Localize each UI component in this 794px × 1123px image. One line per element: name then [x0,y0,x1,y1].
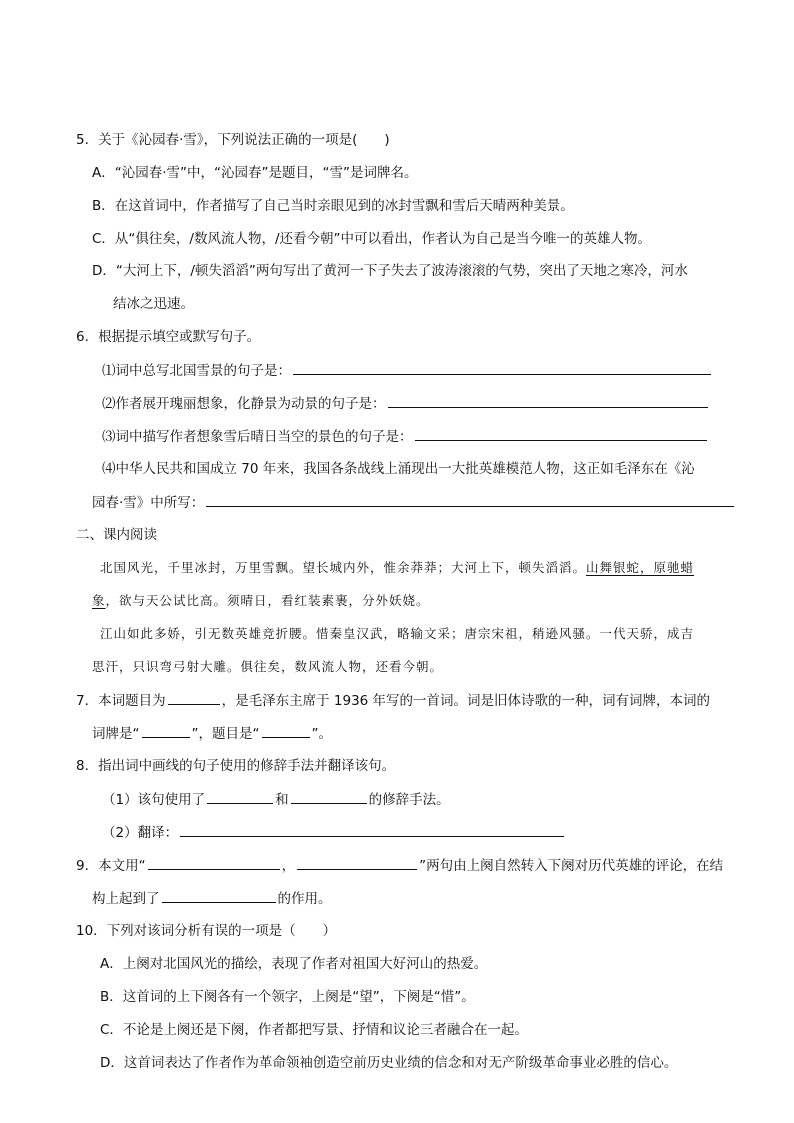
q5-option-d-line2: 结冰之迅速。 [113,296,194,312]
q7-text1: 7．本词题目为 [76,693,166,709]
q8-sub2 [102,823,566,842]
q7-text2: ，是毛泽东主席于 1936 年写的一首词。词是旧体诗歌的一种，词有词牌，本词的 [221,693,711,709]
poem-line1 [100,559,694,577]
q10-option-c: C．不论是上阕还是下阕，作者都把写景、抒情和议论三者融合在一起。 [100,1022,528,1038]
q6-stem: 6．根据提示填空或默写句子。 [76,329,261,345]
q10-stem: 10．下列对该词分析有误的一项是（ ） [76,923,337,939]
q9-blank2[interactable] [297,856,417,870]
q6-sub1 [102,361,713,380]
q9-text1: 9．本文用“ [76,858,146,874]
q6-sub4-line2 [92,493,736,512]
q6-sub4-line1: ⑷中华人民共和国成立 70 年来，我国各条战线上涌现出一大批英雄模范人物，这正如毛泽东在《沁 [102,461,695,477]
q8-sub1-text3: 的修辞手法。 [368,792,450,808]
q6-sub2-blank[interactable] [388,394,708,408]
poem-underlined-sentence: 山舞银蛇，原驰蜡 [586,560,695,575]
q7-text3: 词牌是“ [92,726,140,742]
q7-blank-title[interactable] [168,691,220,705]
q8-sub1-text2: 和 [275,792,289,808]
q9-text4: 构上起到了 [92,891,160,907]
q6-sub2 [102,394,710,413]
q5-option-c: C．从“俱往矣，/数风流人物，/还看今朝”中可以看出，作者认为自己是当今唯一的英雄人物。 [92,231,652,247]
q8-sub2-label: （2）翻译： [102,825,179,841]
q6-sub4-label: 园春·雪》中所写： [92,495,205,511]
q8-sub1 [102,790,450,809]
q9-line1 [76,856,723,875]
q10-option-a: A．上阕对北国风光的描绘，表现了作者对祖国大好河山的热爱。 [100,956,488,972]
poem-line4: 思汗，只识弯弓射大雕。俱往矣，数风流人物，还看今朝。 [92,659,444,674]
poem-underlined-end: 象 [92,593,106,608]
q8-sub1-text1: （1）该句使用了 [102,792,206,808]
q9-blank1[interactable] [148,856,280,870]
poem-line2 [92,592,430,610]
q7-blank-cipai[interactable] [142,724,190,738]
q5-stem: 5．关于《沁园春·雪》，下列说法正确的一项是( ) [76,132,390,148]
section-heading: 二、课内阅读 [76,527,157,543]
q6-sub1-blank[interactable] [293,361,711,375]
q8-blank2[interactable] [291,790,367,804]
poem-line1-text: 北国风光，千里冰封，万里雪飘。望长城内外，惟余莽莽；大河上下，顿失滔滔。 [100,560,587,575]
q8-blank1[interactable] [207,790,273,804]
q6-sub4-blank[interactable] [206,493,734,507]
q5-option-b: B．在这首词中，作者描写了自己当时亲眼见到的冰封雪飘和雪后天晴两种美景。 [92,198,574,214]
q8-blank-translation[interactable] [180,823,564,837]
q7-text4: ”，题目是“ [191,726,260,742]
q7-line1 [76,691,710,710]
q10-option-d: D．这首词表达了作者作为革命领袖创造空前历史业绩的信念和对无产阶级革命事业必胜的信心。 [100,1055,678,1071]
q5-option-d-line1: D．“大河上下，/顿失滔滔”两句写出了黄河一下子失去了波涛滚滚的气势，突出了天地之寒冷，河水 [92,263,688,279]
q7-line2 [92,724,332,743]
q5-option-a: A．“沁园春·雪”中，“沁园春”是题目，“雪”是词牌名。 [92,165,418,181]
q9-line2 [92,889,332,908]
q6-sub3-blank[interactable] [415,427,707,441]
q8-stem: 8．指出词中画线的句子使用的修辞手法并翻译该句。 [76,758,396,774]
poem-line2-text: ，欲与天公试比高。须晴日，看红装素裹，分外妖娆。 [105,593,430,608]
q9-text3: ”两句由上阕自然转入下阕对历代英雄的评论，在结 [419,858,724,874]
q6-sub3 [102,427,709,446]
q9-blank3[interactable] [162,889,276,903]
q7-blank-subject[interactable] [262,724,310,738]
q9-text5: 的作用。 [277,891,332,907]
q6-sub3-label: ⑶词中描写作者想象雪后晴日当空的景色的句子是： [102,429,413,445]
poem-line3: 江山如此多娇，引无数英雄竞折腰。惜秦皇汉武，略输文采；唐宗宋祖，稍逊风骚。一代天骄，成吉 [100,626,695,641]
q6-sub2-label: ⑵作者展开瑰丽想象，化静景为动景的句子是： [102,396,386,412]
q7-text5: ”。 [311,726,332,742]
q9-text2: ， [281,858,296,874]
q6-sub1-label: ⑴词中总写北国雪景的句子是： [102,363,291,379]
q10-option-b: B．这首词的上下阕各有一个领字，上阕是“望”，下阕是“惜”。 [100,989,475,1005]
